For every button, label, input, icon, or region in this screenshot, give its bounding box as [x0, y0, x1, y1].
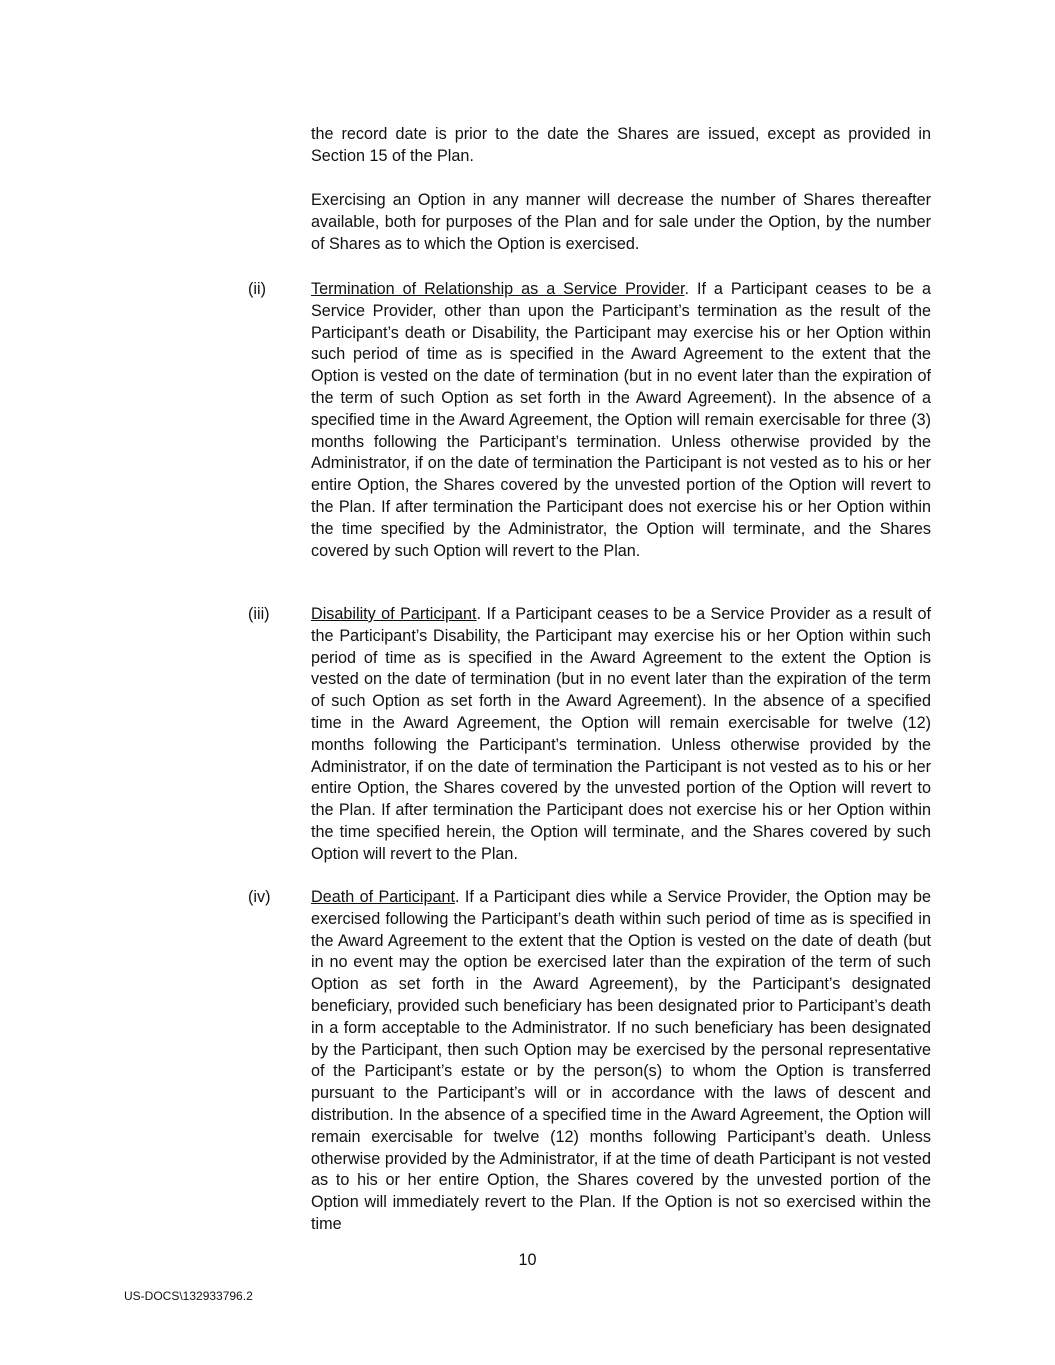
section-body-termination: . If a Participant ceases to be a Service Provider, other than upon the Participant’s termination as the result of the Participant’s death or Disability, the Participant may exercise his or her Option within such period of time as is specified in the Award Agreement to the extent that the Option is vested on the date of termination (but in no event later than the expiration of the term of such Option as set forth in the Award Agreement). In the absence of a specified time in the Award Agreement, the Option will remain exercisable for three (3) months following the Participant’s termination. Unless otherwise provided by the Administrator, if on the date of termination the Participant is not vested as to his or her entire Option, the Shares covered by the unvested portion of the Option will revert to the Plan. If after termination the Participant does not exercise his or her Option within the time specified by the Administrator, the Option will terminate, and the Shares covered by such Option will revert to the Plan.: [311, 280, 931, 560]
section-heading-termination: Termination of Relationship as a Service Provider: [311, 280, 685, 298]
page-number: 10: [518, 1251, 537, 1269]
exercise-paragraph: Exercising an Option in any manner will decrease the number of Shares thereafter available, both for purposes of the Plan and for sale under the Option, by the number of Shares as to which the Option is exercised.: [311, 191, 931, 253]
document-id: US-DOCS\132933796.2: [124, 1289, 253, 1303]
section-heading-death: Death of Participant: [311, 888, 455, 906]
section-label-iii: (iii): [248, 605, 270, 623]
section-paragraph-iv: [311, 887, 931, 1236]
section-paragraph-iii: [311, 604, 931, 866]
section-label-ii: (ii): [248, 280, 266, 298]
section-body-death: . If a Participant dies while a Service Provider, the Option may be exercised following the Participant’s death within such period of time as is specified in the Award Agreement to the extent that the Option is vested on the date of death (but in no event may the option be exercised later than the expiration of the term of such Option as set forth in the Award Agreement), by the Participant’s designated beneficiary, provided such beneficiary has been designated prior to Participant’s death in a form acceptable to the Administrator. If no such beneficiary has been designated by the Participant, then such Option may be exercised by the personal representative of the Participant’s estate or by the person(s) to whom the Option is transferred pursuant to the Participant’s will or in accordance with the laws of descent and distribution. In the absence of a specified time in the Award Agreement, the Option will remain exercisable for twelve (12) months following Participant’s death. Unless otherwise provided by the Administrator, if at the time of death Participant is not vested as to his or her entire Option, the Shares covered by the unvested portion of the Option will immediately revert to the Plan. If the Option is not so exercised within the time: [311, 888, 932, 1233]
section-label-iv: (iv): [248, 888, 271, 906]
section-body-disability: . If a Participant ceases to be a Service Provider as a result of the Participant’s Disability, the Participant may exercise his or her Option within such period of time as is specified in the Award Agreement to the extent the Option is vested on the date of termination (but in no event later than the expiration of the term of such Option as set forth in the Award Agreement). In the absence of a specified time in the Award Agreement, the Option will remain exercisable for twelve (12) months following the Participant’s termination. Unless otherwise provided by the Administrator, if on the date of termination the Participant is not vested as to his or her entire Option, the Shares covered by the unvested portion of the Option will revert to the Plan. If after termination the Participant does not exercise his or her Option within the time specified herein, the Option will terminate, and the Shares covered by such Option will revert to the Plan.: [311, 605, 931, 863]
continued-paragraph: the record date is prior to the date the Shares are issued, except as provided in Section 15 of the Plan.: [311, 125, 931, 165]
section-paragraph-ii: [311, 279, 931, 562]
section-heading-disability: Disability of Participant: [311, 605, 477, 623]
